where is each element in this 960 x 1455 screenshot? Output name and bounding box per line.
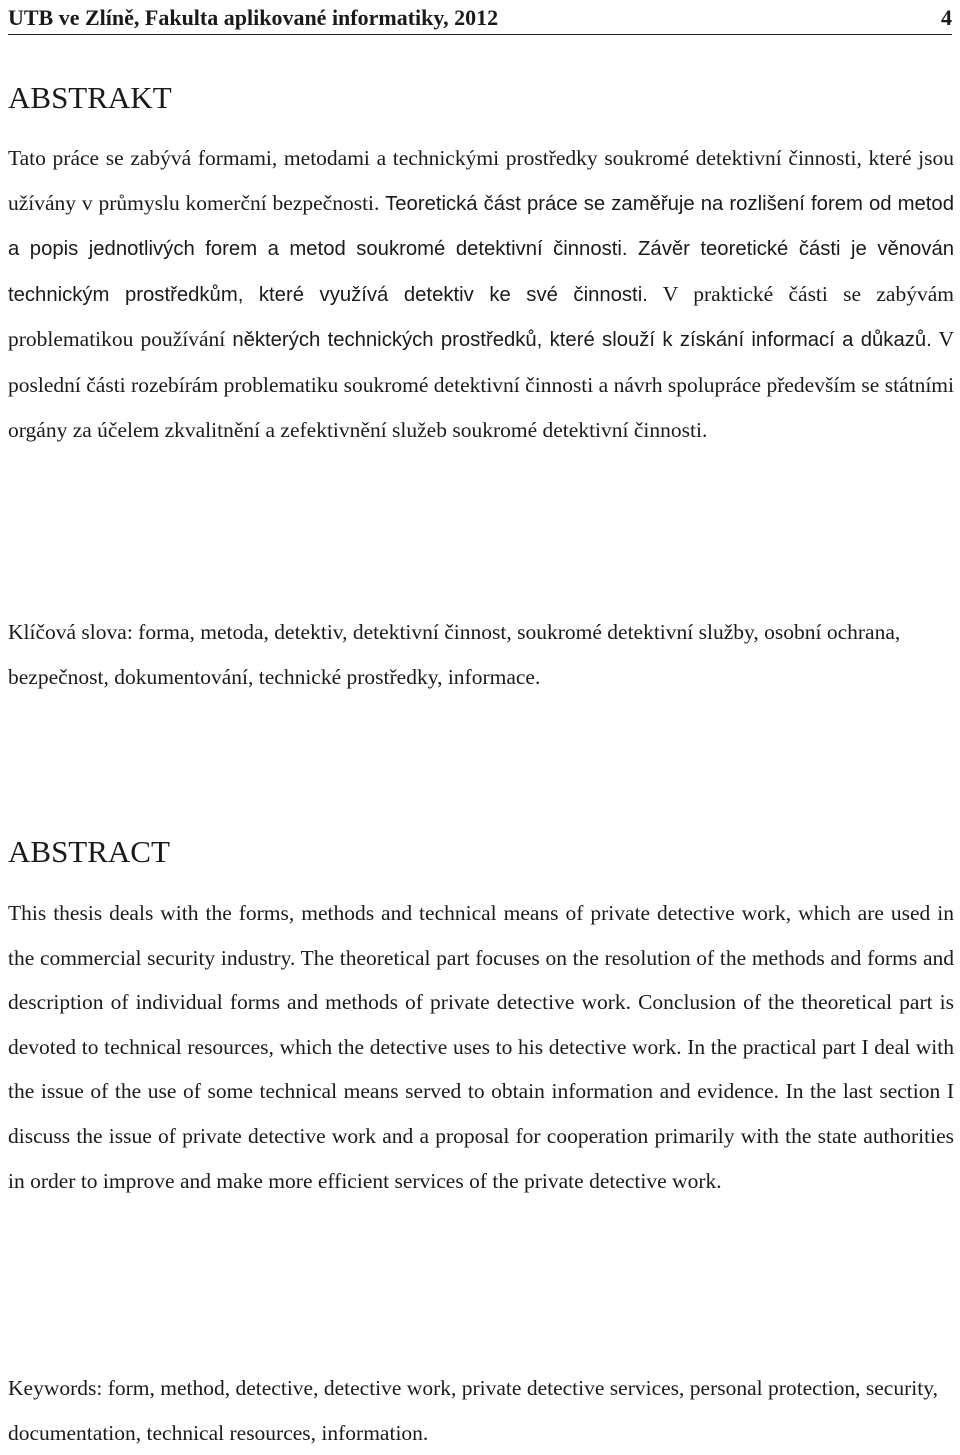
abstrakt-sentence: některých technických prostředků, které slouží k získání informací a důkazů.	[232, 329, 932, 352]
header-title: UTB ve Zlíně, Fakulta aplikované informatiky, 2012	[8, 5, 499, 30]
abstrakt-keywords: Klíčová slova: forma, metoda, detektiv, detektivní činnost, soukromé detektivní služby, osobní ochrana, bezpečnost, dokumentování, technické prostředky, informace.	[8, 620, 901, 689]
abstrakt-sentence: V praktické části se zabývám problematikou používání	[8, 281, 954, 352]
abstract-keywords: Keywords: form, method, detective, detective work, private detective services, personal protection, security, documentation, technical resources, information.	[8, 1376, 938, 1445]
abstrakt-sentence: Tato práce se zabývá formami, metodami a technickými prostředky soukromé detektivní činnosti, které jsou užívány v průmyslu komerční bezpečnosti.	[8, 146, 954, 215]
abstrakt-body	[8, 136, 954, 452]
abstract-heading: ABSTRACT	[8, 834, 170, 869]
abstrakt-sentence: Teoretická část práce se zaměřuje na rozlišení forem od metod a popis jednotlivých forem a metod soukromé detektivní činnosti. Závěr teoretické části je věnován technickým prostředkům, které využívá detektiv ke své činnosti.	[8, 192, 954, 306]
page-number: 4	[941, 5, 952, 30]
abstrakt-sentence: V poslední části rozebírám problematiku soukromé detektivní činnosti a návrh spolupráce především se státními orgány za účelem zkvalitnění a zefektivnění služeb soukromé detektivní činnosti.	[8, 327, 955, 442]
abstrakt-heading: ABSTRAKT	[8, 80, 172, 115]
page-header	[8, 4, 952, 35]
abstract-body: This thesis deals with the forms, methods and technical means of private detective work, which are used in the commercial security industry. The theoretical part focuses on the resolution of the methods and forms and description of individual forms and methods of private detective work. Conclusion of the theoretical part is devoted to technical resources, which the detective uses to his detective work. In the practical part I deal with the issue of the use of some technical means served to obtain information and evidence. In the last section I discuss the issue of private detective work and a proposal for cooperation primarily with the state authorities in order to improve and make more efficient services of the private detective work.	[8, 901, 954, 1193]
